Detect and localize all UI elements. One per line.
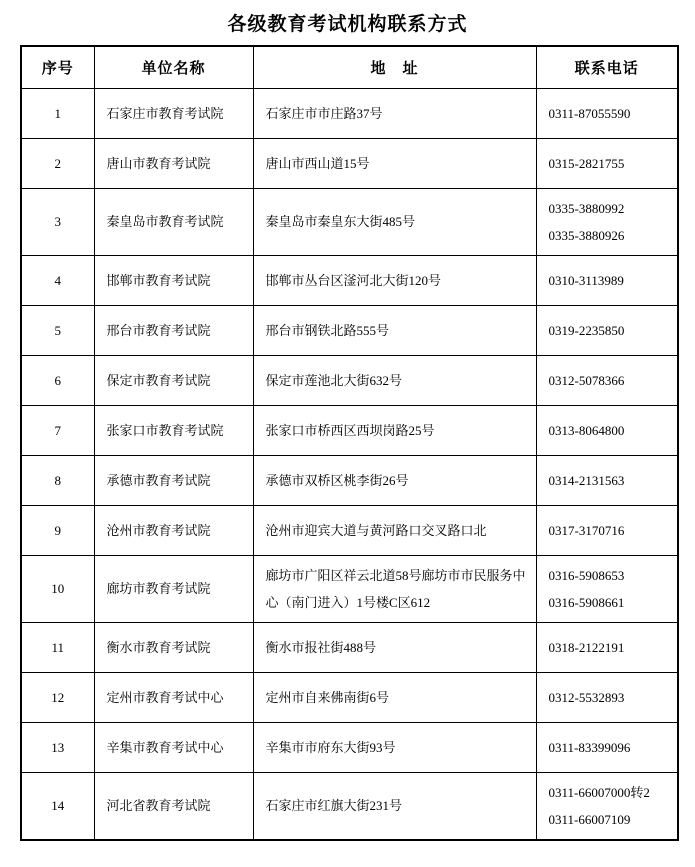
table-row bbox=[21, 138, 678, 188]
phone-cell bbox=[536, 672, 678, 722]
name-cell: 邯郸市教育考试院 bbox=[94, 255, 253, 305]
table-body bbox=[21, 88, 678, 840]
seq-cell: 10 bbox=[21, 555, 94, 622]
header-address: 地 址 bbox=[253, 46, 536, 88]
table-row bbox=[21, 672, 678, 722]
table-row bbox=[21, 722, 678, 772]
phone-cell bbox=[536, 305, 678, 355]
address-cell: 沧州市迎宾大道与黄河路口交叉路口北 bbox=[253, 505, 536, 555]
header-name: 单位名称 bbox=[94, 46, 253, 88]
table-row bbox=[21, 455, 678, 505]
table-row bbox=[21, 88, 678, 138]
table-row bbox=[21, 505, 678, 555]
table-row bbox=[21, 772, 678, 840]
phone-cell bbox=[536, 555, 678, 622]
address-cell: 辛集市市府东大街93号 bbox=[253, 722, 536, 772]
seq-cell: 4 bbox=[21, 255, 94, 305]
address-cell: 廊坊市广阳区祥云北道58号廊坊市市民服务中心（南门进入）1号楼C区612 bbox=[253, 555, 536, 622]
name-cell: 保定市教育考试院 bbox=[94, 355, 253, 405]
name-cell: 邢台市教育考试院 bbox=[94, 305, 253, 355]
table-header bbox=[21, 46, 678, 88]
phone-number: 0319-2235850 bbox=[548, 322, 625, 338]
phone-number: 0318-2122191 bbox=[548, 639, 625, 655]
seq-cell: 14 bbox=[21, 772, 94, 840]
name-cell: 衡水市教育考试院 bbox=[94, 622, 253, 672]
name-cell: 秦皇岛市教育考试院 bbox=[94, 188, 253, 255]
phone-cell bbox=[536, 405, 678, 455]
phone-number: 0311-87055590 bbox=[548, 105, 631, 121]
phone-number: 0315-2821755 bbox=[548, 155, 625, 171]
table-row bbox=[21, 555, 678, 622]
phone-cell bbox=[536, 88, 678, 138]
header-phone: 联系电话 bbox=[536, 46, 678, 88]
phone-number: 0311-66007109 bbox=[548, 811, 631, 827]
address-cell: 定州市自来佛南街6号 bbox=[253, 672, 536, 722]
name-cell: 张家口市教育考试院 bbox=[94, 405, 253, 455]
phone-number: 0313-8064800 bbox=[548, 422, 625, 438]
seq-cell: 8 bbox=[21, 455, 94, 505]
phone-cell bbox=[536, 138, 678, 188]
phone-number: 0316-5908661 bbox=[548, 594, 625, 610]
phone-number: 0312-5078366 bbox=[548, 372, 625, 388]
name-cell: 河北省教育考试院 bbox=[94, 772, 253, 840]
phone-number: 0310-3113989 bbox=[548, 272, 624, 288]
table-row bbox=[21, 188, 678, 255]
phone-cell bbox=[536, 455, 678, 505]
address-cell: 承德市双桥区桃李街26号 bbox=[253, 455, 536, 505]
name-cell: 承德市教育考试院 bbox=[94, 455, 253, 505]
table-row bbox=[21, 622, 678, 672]
phone-number: 0314-2131563 bbox=[548, 472, 625, 488]
seq-cell: 13 bbox=[21, 722, 94, 772]
seq-cell: 9 bbox=[21, 505, 94, 555]
address-cell: 唐山市西山道15号 bbox=[253, 138, 536, 188]
seq-cell: 12 bbox=[21, 672, 94, 722]
phone-cell bbox=[536, 772, 678, 840]
phone-cell bbox=[536, 722, 678, 772]
phone-number: 0311-83399096 bbox=[548, 739, 631, 755]
phone-number: 0335-3880992 bbox=[548, 200, 625, 216]
address-cell: 石家庄市红旗大街231号 bbox=[253, 772, 536, 840]
phone-cell bbox=[536, 622, 678, 672]
seq-cell: 5 bbox=[21, 305, 94, 355]
seq-cell: 2 bbox=[21, 138, 94, 188]
address-cell: 衡水市报社街488号 bbox=[253, 622, 536, 672]
address-cell: 邯郸市丛台区滏河北大街120号 bbox=[253, 255, 536, 305]
name-cell: 辛集市教育考试中心 bbox=[94, 722, 253, 772]
table-row bbox=[21, 305, 678, 355]
contact-table bbox=[20, 45, 679, 841]
seq-cell: 7 bbox=[21, 405, 94, 455]
seq-cell: 6 bbox=[21, 355, 94, 405]
address-cell: 石家庄市市庄路37号 bbox=[253, 88, 536, 138]
phone-cell bbox=[536, 188, 678, 255]
table-row bbox=[21, 405, 678, 455]
phone-number: 0311-66007000转2 bbox=[548, 784, 650, 800]
table-row bbox=[21, 355, 678, 405]
seq-cell: 1 bbox=[21, 88, 94, 138]
phone-cell bbox=[536, 355, 678, 405]
seq-cell: 3 bbox=[21, 188, 94, 255]
address-cell: 保定市莲池北大街632号 bbox=[253, 355, 536, 405]
header-seq: 序号 bbox=[21, 46, 94, 88]
phone-number: 0312-5532893 bbox=[548, 689, 625, 705]
phone-cell bbox=[536, 505, 678, 555]
page-title: 各级教育考试机构联系方式 bbox=[227, 14, 468, 35]
table-row bbox=[21, 255, 678, 305]
phone-number: 0335-3880926 bbox=[548, 227, 625, 243]
name-cell: 定州市教育考试中心 bbox=[94, 672, 253, 722]
phone-cell bbox=[536, 255, 678, 305]
name-cell: 唐山市教育考试院 bbox=[94, 138, 253, 188]
name-cell: 沧州市教育考试院 bbox=[94, 505, 253, 555]
name-cell: 廊坊市教育考试院 bbox=[94, 555, 253, 622]
header-row bbox=[21, 46, 678, 88]
address-cell: 秦皇岛市秦皇东大街485号 bbox=[253, 188, 536, 255]
seq-cell: 11 bbox=[21, 622, 94, 672]
address-cell: 邢台市钢铁北路555号 bbox=[253, 305, 536, 355]
address-cell: 张家口市桥西区西坝岗路25号 bbox=[253, 405, 536, 455]
phone-number: 0317-3170716 bbox=[548, 522, 625, 538]
phone-number: 0316-5908653 bbox=[548, 567, 625, 583]
name-cell: 石家庄市教育考试院 bbox=[94, 88, 253, 138]
